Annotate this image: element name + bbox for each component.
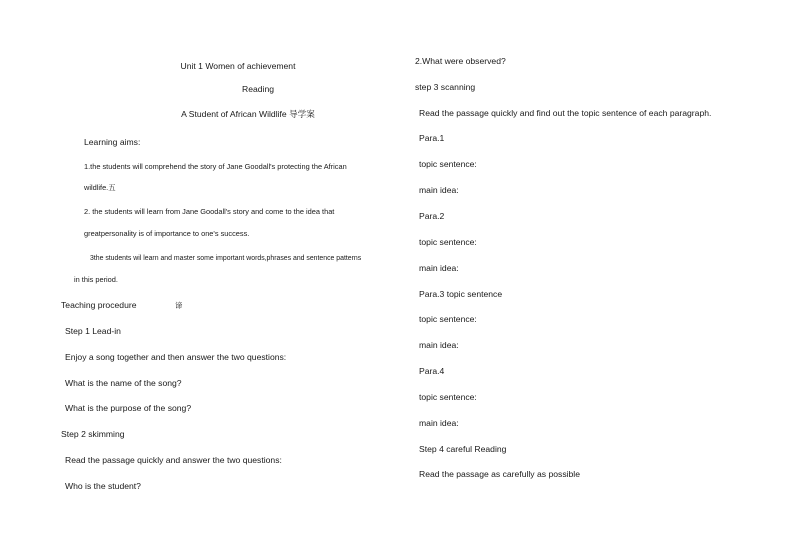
para-3-main-idea: main idea:: [419, 340, 459, 350]
para-1-label: Para.1: [419, 133, 445, 143]
aim-2-line-2: greatpersonality is of importance to one's success.: [84, 229, 250, 238]
procedure-mark: 谛: [175, 301, 183, 310]
aim-2-line-1: 2. the students will learn from Jane Goodall's story and come to the idea that: [84, 207, 335, 216]
step-2-task: Read the passage quickly and answer the two questions:: [65, 455, 282, 465]
aim-1-line-2: wildlife.五: [84, 183, 116, 192]
para-4-main-idea: main idea:: [419, 418, 459, 428]
question-student: Who is the student?: [65, 481, 141, 491]
aim-3-line-1: 3the students wil learn and master some important words,phrases and sentence patterns: [90, 255, 362, 262]
para-1-main-idea: main idea:: [419, 185, 459, 195]
aim-3-line-2: in this period.: [74, 275, 118, 284]
para-1-topic-sentence: topic sentence:: [419, 159, 477, 169]
para-2-topic-sentence: topic sentence:: [419, 237, 477, 247]
step-3-heading: step 3 scanning: [415, 82, 476, 92]
step-3-task: Read the passage quickly and find out the topic sentence of each paragraph.: [419, 108, 712, 118]
doc-subtitle: Reading: [241, 84, 275, 94]
question-song-purpose: What is the purpose of the song?: [65, 403, 192, 413]
para-4-label: Para.4: [419, 366, 445, 376]
para-4-topic-sentence: topic sentence:: [419, 392, 477, 402]
step-4-heading: Step 4 careful Reading: [419, 444, 507, 454]
lesson-title: A Student of African Wildlife 导学案: [181, 109, 315, 119]
step-1-heading: Step 1 Lead-in: [65, 326, 121, 336]
aims-heading: Learning aims:: [84, 137, 141, 147]
para-2-main-idea: main idea:: [419, 263, 459, 273]
para-2-label: Para.2: [419, 211, 445, 221]
step-4-task: Read the passage as carefully as possible: [419, 469, 580, 479]
para-3-label: Para.3 topic sentence: [419, 289, 503, 299]
step-2-heading: Step 2 skimming: [61, 429, 125, 439]
question-song-name: What is the name of the song?: [65, 378, 182, 388]
question-observed: 2.What were observed?: [415, 56, 506, 66]
aim-1-line-1: 1.the students will comprehend the story of Jane Goodall's protecting the African: [84, 162, 347, 171]
step-1-task: Enjoy a song together and then answer the two questions:: [65, 352, 287, 362]
teaching-procedure: Teaching procedure: [61, 300, 137, 310]
doc-title: Unit 1 Women of achievement: [180, 61, 296, 71]
para-3-topic-sentence: topic sentence:: [419, 314, 477, 324]
